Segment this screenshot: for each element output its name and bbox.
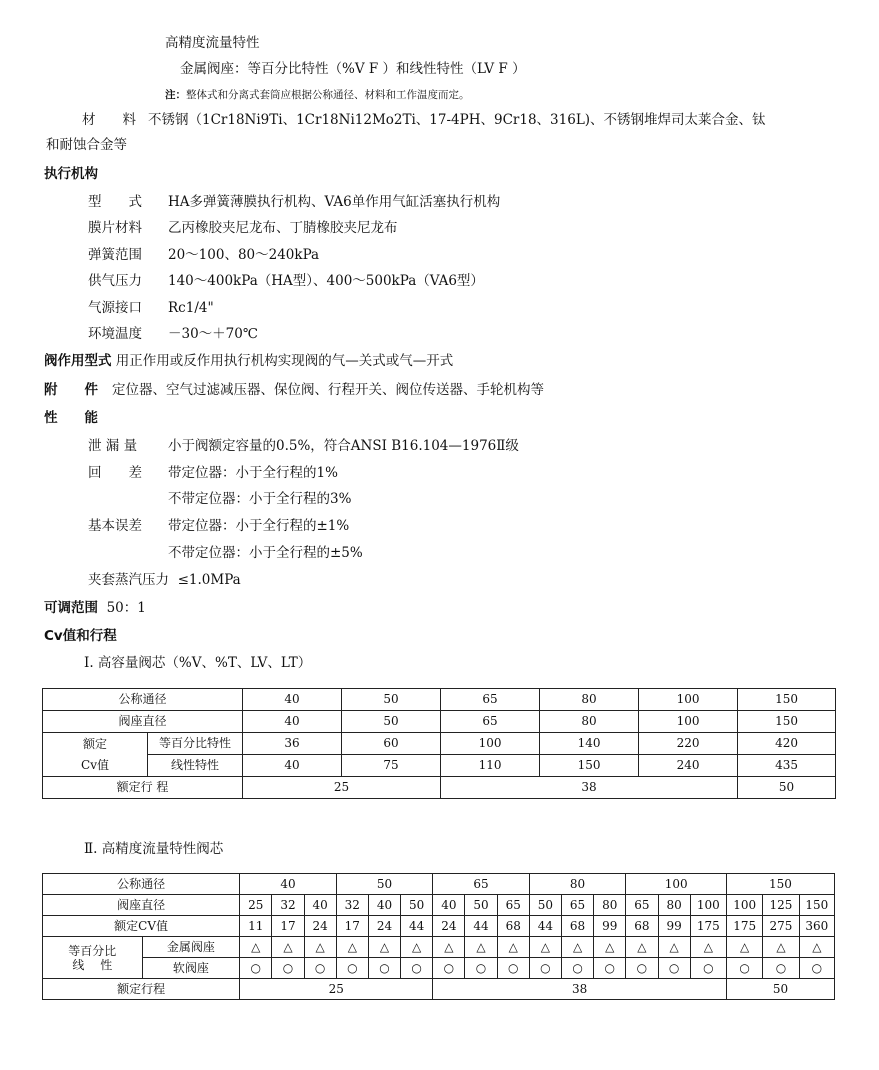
triangle-symbol: △ <box>626 937 658 958</box>
actuator-heading: 执行机构 <box>44 166 98 182</box>
stroke-label: 额定行程 <box>43 979 240 1000</box>
triangle-symbol: △ <box>594 937 626 958</box>
range-row <box>44 599 146 617</box>
table-cell: 150 <box>726 874 834 895</box>
table-cell: 38 <box>441 777 738 799</box>
table-cell: 50 <box>529 895 561 916</box>
actuator-row <box>88 299 214 317</box>
steam-row <box>88 571 241 589</box>
accessories-heading: 附 件 <box>44 382 98 398</box>
eq-label-2: 线 性 <box>72 957 113 972</box>
table-cell: 68 <box>626 916 658 937</box>
table-cell: 220 <box>639 733 738 755</box>
table-row <box>43 777 836 799</box>
table-cell: 11 <box>240 916 272 937</box>
table-cell: 65 <box>497 895 529 916</box>
circle-symbol: ○ <box>433 958 465 979</box>
table-cell: 275 <box>763 916 799 937</box>
table-cell: 240 <box>639 755 738 777</box>
table-cell: 99 <box>658 916 690 937</box>
accessories-value: 定位器、空气过滤减压器、保位阀、行程开关、阀位传送器、手轮机构等 <box>112 382 544 398</box>
table-cell: 100 <box>639 711 738 733</box>
note-text: 整体式和分离式套筒应根据公称通径、材料和工作温度而定。 <box>186 89 470 101</box>
eq-label-1: 等百分比 <box>68 943 117 958</box>
table-cell: 68 <box>497 916 529 937</box>
stroke-label: 额定行 程 <box>43 777 243 799</box>
triangle-symbol: △ <box>304 937 336 958</box>
material-value: 不锈钢（1Cr18Ni9Ti、1Cr18Ni12Mo2Ti、17-4PH、9Cr18、316L)、不锈钢堆焊司太莱合金、钛 <box>148 112 766 128</box>
leakage-label: 泄 漏 量 <box>88 438 138 454</box>
cv-label <box>43 733 148 777</box>
action-value: 用正作用或反作用执行机构实现阀的气—关式或气—开式 <box>115 353 454 369</box>
table-cell: 24 <box>433 916 465 937</box>
table-cell: 435 <box>738 755 836 777</box>
seat-label: 阀座直径 <box>43 895 240 916</box>
lin-label: 线性特性 <box>148 755 243 777</box>
table-row <box>43 874 835 895</box>
table-cell: 75 <box>342 755 441 777</box>
table-cell: 100 <box>626 874 727 895</box>
table-cell: 44 <box>465 916 497 937</box>
table-cell: 50 <box>342 711 441 733</box>
actuator-value: －30～＋70℃ <box>168 326 258 342</box>
leakage-row <box>88 437 519 455</box>
actuator-value: 乙丙橡胶夹尼龙布、丁腈橡胶夹尼龙布 <box>168 220 398 236</box>
triangle-symbol: △ <box>799 937 834 958</box>
table-cell: 50 <box>738 777 836 799</box>
table-row <box>43 755 836 777</box>
cv-table-high-capacity <box>42 688 836 799</box>
characteristic-label <box>43 937 143 979</box>
table-cell: 40 <box>433 895 465 916</box>
table-cell: 100 <box>441 733 540 755</box>
table-cell: 68 <box>561 916 593 937</box>
table-cell: 40 <box>304 895 336 916</box>
table-row <box>43 733 836 755</box>
actuator-row <box>88 246 319 264</box>
triangle-symbol: △ <box>690 937 726 958</box>
action-heading: 阀作用型式 <box>44 353 112 369</box>
table-cell: 65 <box>433 874 530 895</box>
table-cell: 44 <box>401 916 433 937</box>
actuator-row <box>88 325 258 343</box>
actuator-row <box>88 219 398 237</box>
table-cell: 36 <box>243 733 342 755</box>
circle-symbol: ○ <box>272 958 304 979</box>
table-row <box>43 689 836 711</box>
circle-symbol: ○ <box>497 958 529 979</box>
table-cell: 32 <box>336 895 368 916</box>
actuator-label: 环境温度 <box>88 326 142 342</box>
triangle-symbol: △ <box>336 937 368 958</box>
table-cell: 50 <box>342 689 441 711</box>
triangle-symbol: △ <box>401 937 433 958</box>
action-row <box>44 352 453 370</box>
table-row <box>43 711 836 733</box>
table-cell: 100 <box>726 895 762 916</box>
table-cell: 80 <box>540 711 639 733</box>
circle-symbol: ○ <box>690 958 726 979</box>
table-cell: 150 <box>799 895 834 916</box>
table1-title: Ⅰ. 高容量阀芯（%V、%T、LV、LT） <box>84 655 312 671</box>
intro-line-1: 高精度流量特性 <box>165 35 260 51</box>
steam-label: 夹套蒸汽压力 <box>88 572 169 588</box>
triangle-symbol: △ <box>433 937 465 958</box>
circle-symbol: ○ <box>529 958 561 979</box>
cv-label-2: Cv值 <box>81 757 109 772</box>
circle-symbol: ○ <box>336 958 368 979</box>
table-cell: 175 <box>726 916 762 937</box>
triangle-symbol: △ <box>465 937 497 958</box>
table-cell: 99 <box>594 916 626 937</box>
eq-label: 等百分比特性 <box>148 733 243 755</box>
table-cell: 50 <box>465 895 497 916</box>
table-cell: 65 <box>561 895 593 916</box>
actuator-label: 型 式 <box>88 194 142 210</box>
table-row <box>43 958 835 979</box>
actuator-label: 膜片材料 <box>88 220 142 236</box>
table-cell: 50 <box>401 895 433 916</box>
accessories-row <box>44 381 544 399</box>
table-cell: 80 <box>540 689 639 711</box>
error-row <box>88 517 349 535</box>
circle-symbol: ○ <box>304 958 336 979</box>
table-cell: 150 <box>738 689 836 711</box>
seat-label: 阀座直径 <box>43 711 243 733</box>
table-cell: 25 <box>243 777 441 799</box>
triangle-symbol: △ <box>368 937 400 958</box>
table-cell: 80 <box>529 874 626 895</box>
error-value-1: 带定位器：小于全行程的±1% <box>168 518 350 534</box>
table-cell: 140 <box>540 733 639 755</box>
circle-symbol: ○ <box>799 958 834 979</box>
table-cell: 50 <box>336 874 433 895</box>
triangle-symbol: △ <box>658 937 690 958</box>
triangle-symbol: △ <box>272 937 304 958</box>
table-cell: 150 <box>540 755 639 777</box>
actuator-row <box>88 193 500 211</box>
material-label: 材 料 <box>82 112 136 128</box>
table-cell: 60 <box>342 733 441 755</box>
table-row <box>43 979 835 1000</box>
circle-symbol: ○ <box>594 958 626 979</box>
circle-symbol: ○ <box>401 958 433 979</box>
table-cell: 80 <box>658 895 690 916</box>
leakage-value: 小于阀额定容量的0.5%，符合ANSI B16.104—1976Ⅱ级 <box>168 438 519 454</box>
table-cell: 100 <box>639 689 738 711</box>
table-cell: 40 <box>243 711 342 733</box>
material-value-cont: 和耐蚀合金等 <box>46 137 127 153</box>
hysteresis-value-1: 带定位器：小于全行程的1% <box>168 465 338 481</box>
cv-heading: Cv值和行程 <box>44 628 117 644</box>
circle-symbol: ○ <box>626 958 658 979</box>
actuator-value: 140～400kPa（HA型）、400～500kPa（VA6型） <box>168 273 484 289</box>
triangle-symbol: △ <box>561 937 593 958</box>
cv-label: 额定CV值 <box>43 916 240 937</box>
error-value-2: 不带定位器：小于全行程的±5% <box>168 545 363 561</box>
hysteresis-row <box>88 464 338 482</box>
table-cell: 32 <box>272 895 304 916</box>
circle-symbol: ○ <box>561 958 593 979</box>
performance-heading: 性 能 <box>44 410 98 426</box>
circle-symbol: ○ <box>658 958 690 979</box>
circle-symbol: ○ <box>465 958 497 979</box>
table-cell: 125 <box>763 895 799 916</box>
table-cell: 24 <box>304 916 336 937</box>
table-cell: 100 <box>690 895 726 916</box>
hysteresis-value-2: 不带定位器：小于全行程的3% <box>168 491 352 507</box>
table-row <box>43 895 835 916</box>
table-row <box>43 916 835 937</box>
intro-note <box>165 86 470 104</box>
table-cell: 25 <box>240 979 433 1000</box>
circle-symbol: ○ <box>240 958 272 979</box>
actuator-label: 供气压力 <box>88 273 142 289</box>
note-prefix: 注： <box>165 89 186 101</box>
table-cell: 80 <box>594 895 626 916</box>
actuator-label: 弹簧范围 <box>88 247 142 263</box>
cv-label-1: 额定 <box>82 736 107 751</box>
table-cell: 65 <box>441 689 540 711</box>
steam-value: ≤1.0MPa <box>177 572 241 588</box>
actuator-row <box>88 272 484 290</box>
cv-table-high-precision <box>42 873 835 1000</box>
table-cell: 50 <box>726 979 834 1000</box>
table-cell: 38 <box>433 979 727 1000</box>
table-cell: 420 <box>738 733 836 755</box>
table-cell: 24 <box>368 916 400 937</box>
error-label: 基本误差 <box>88 518 142 534</box>
triangle-symbol: △ <box>240 937 272 958</box>
table-cell: 360 <box>799 916 834 937</box>
circle-symbol: ○ <box>726 958 762 979</box>
hysteresis-label: 回 差 <box>88 465 142 481</box>
circle-symbol: ○ <box>763 958 799 979</box>
actuator-value: HA多弹簧薄膜执行机构、VA6单作用气缸活塞执行机构 <box>168 194 501 210</box>
triangle-symbol: △ <box>497 937 529 958</box>
table-cell: 40 <box>243 689 342 711</box>
triangle-symbol: △ <box>763 937 799 958</box>
table-cell: 40 <box>243 755 342 777</box>
nominal-label: 公称通径 <box>43 874 240 895</box>
range-heading: 可调范围 <box>44 600 98 616</box>
table-cell: 175 <box>690 916 726 937</box>
actuator-label: 气源接口 <box>88 300 142 316</box>
table2-title: Ⅱ. 高精度流量特性阀芯 <box>84 841 224 857</box>
actuator-value: Rc1/4" <box>168 300 214 316</box>
table-cell: 150 <box>738 711 836 733</box>
table-cell: 44 <box>529 916 561 937</box>
table-cell: 65 <box>441 711 540 733</box>
material-row <box>82 111 766 129</box>
metal-seat-label: 金属阀座 <box>142 937 240 958</box>
triangle-symbol: △ <box>726 937 762 958</box>
range-value: 50：1 <box>106 600 146 616</box>
table-cell: 40 <box>240 874 337 895</box>
table-cell: 65 <box>626 895 658 916</box>
soft-seat-label: 软阀座 <box>142 958 240 979</box>
intro-line-2: 金属阀座：等百分比特性（%V F ）和线性特性（LV F ） <box>180 61 526 77</box>
table-cell: 17 <box>336 916 368 937</box>
triangle-symbol: △ <box>529 937 561 958</box>
table-cell: 40 <box>368 895 400 916</box>
table-cell: 110 <box>441 755 540 777</box>
table-cell: 17 <box>272 916 304 937</box>
nominal-label: 公称通径 <box>43 689 243 711</box>
table-row <box>43 937 835 958</box>
circle-symbol: ○ <box>368 958 400 979</box>
actuator-value: 20～100、80～240kPa <box>168 247 320 263</box>
table-cell: 25 <box>240 895 272 916</box>
